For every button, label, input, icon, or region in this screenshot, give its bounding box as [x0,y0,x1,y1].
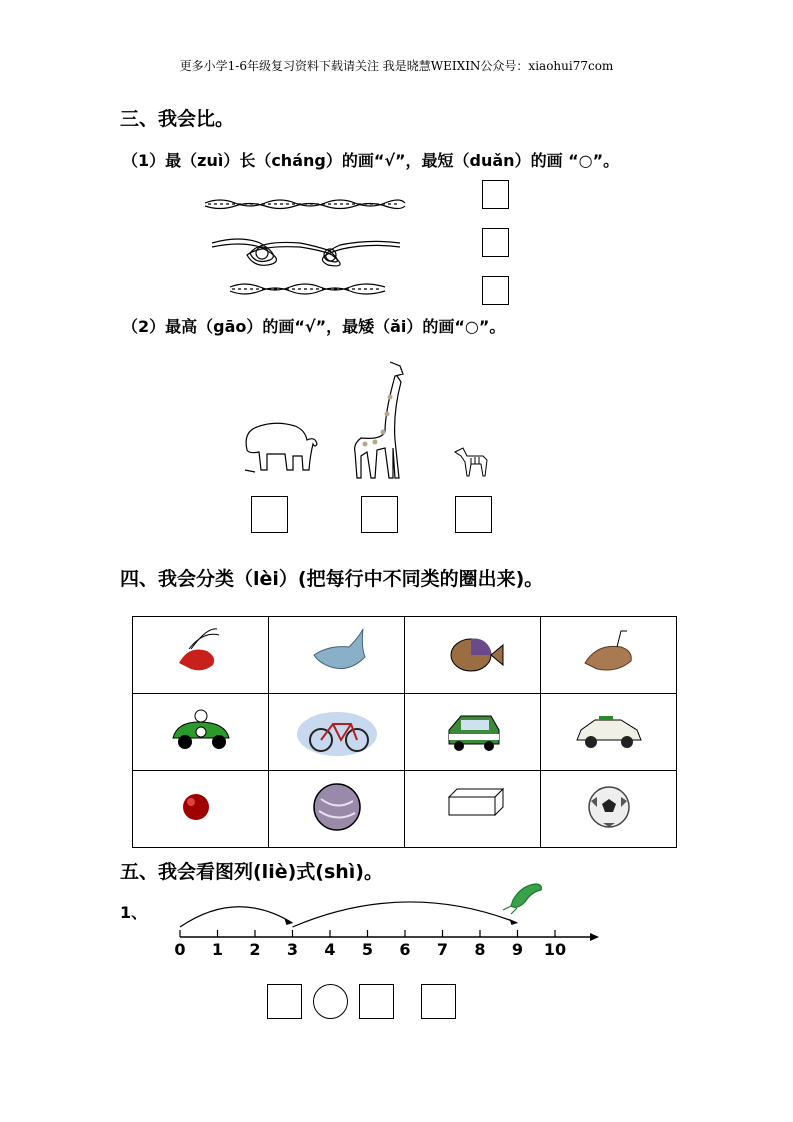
answer-box-giraffe[interactable] [361,496,398,533]
ball-icon [269,771,404,843]
knotted-rope [212,239,400,266]
section-4-title: 四、我会分类（lèi）(把每行中不同类的圈出来)。 [120,568,544,590]
number-line-tick-label: 0 [174,940,186,959]
number-line [174,902,599,959]
answer-box-elephant[interactable] [251,496,288,533]
car-icon [405,694,540,766]
table-row [133,617,677,694]
answer-box-zebra[interactable] [455,496,492,533]
short-rope [230,284,385,294]
frog-icon [503,884,541,914]
ball-icon [133,771,268,843]
number-line-tick-label: 5 [361,940,374,959]
classification-table [132,616,677,848]
answer-box-long-rope[interactable] [482,180,509,209]
equation-operator-circle[interactable] [313,984,348,1019]
number-line-tick-label: 10 [543,940,567,959]
question-label-1: 1、 [120,903,148,922]
table-cell[interactable] [541,617,677,694]
equation-box-1[interactable] [267,984,302,1019]
equation-box-2[interactable] [359,984,394,1019]
race-car-icon [133,694,268,766]
fish-icon [405,617,540,689]
equation-result-box[interactable] [421,984,456,1019]
answer-box-short-rope[interactable] [482,276,509,305]
page-header: 更多小学1-6年级复习资料下载请关注 我是晓慧WEIXIN公众号：xiaohui77com [179,59,614,73]
number-line-arrowhead [590,933,599,941]
table-cell[interactable] [541,771,677,848]
fish-icon [541,617,676,689]
number-line-tick-label: 9 [511,940,524,959]
number-line-figure [165,880,605,970]
number-line-tick-label: 8 [474,940,486,959]
answer-box-knotted-rope[interactable] [482,228,509,257]
soccer-ball-icon [541,771,676,843]
table-cell[interactable] [269,771,405,848]
question-2-text: （2）最高（gāo）的画“√”，最矮（ǎi）的画“○”。 [122,317,506,336]
zebra-icon [455,448,487,476]
number-line-tick-label: 3 [286,940,299,959]
section-3-title: 三、我会比。 [120,108,235,130]
table-cell[interactable] [541,694,677,771]
jump-arc [180,907,293,927]
number-line-tick-label: 2 [249,940,261,959]
number-line-tick-label: 1 [211,940,224,959]
fish-icon [269,617,404,689]
number-line-tick-label: 4 [324,940,336,959]
shrimp-icon [133,617,268,689]
long-rope [205,200,405,209]
table-cell[interactable] [269,617,405,694]
table-row [133,771,677,848]
table-cell[interactable] [405,617,541,694]
elephant-icon [245,423,317,472]
ropes-illustration [200,185,410,305]
number-line-tick-label: 6 [399,940,411,959]
table-cell[interactable] [405,694,541,771]
animals-illustration [235,352,505,484]
table-cell[interactable] [269,694,405,771]
table-cell[interactable] [133,617,269,694]
jump-arc [293,902,518,927]
table-cell[interactable] [133,694,269,771]
giraffe-icon [355,362,403,478]
table-row [133,694,677,771]
number-line-tick-label: 7 [436,940,449,959]
table-cell[interactable] [405,771,541,848]
question-1-text: （1）最（zuì）长（cháng）的画“√”，最短（duǎn）的画 “○”。 [122,151,620,170]
section-5-title: 五、我会看图列(liè)式(shì)。 [120,861,383,883]
bicycle-icon [269,694,404,766]
car-icon [541,694,676,766]
table-cell[interactable] [133,771,269,848]
box-icon [405,771,540,843]
